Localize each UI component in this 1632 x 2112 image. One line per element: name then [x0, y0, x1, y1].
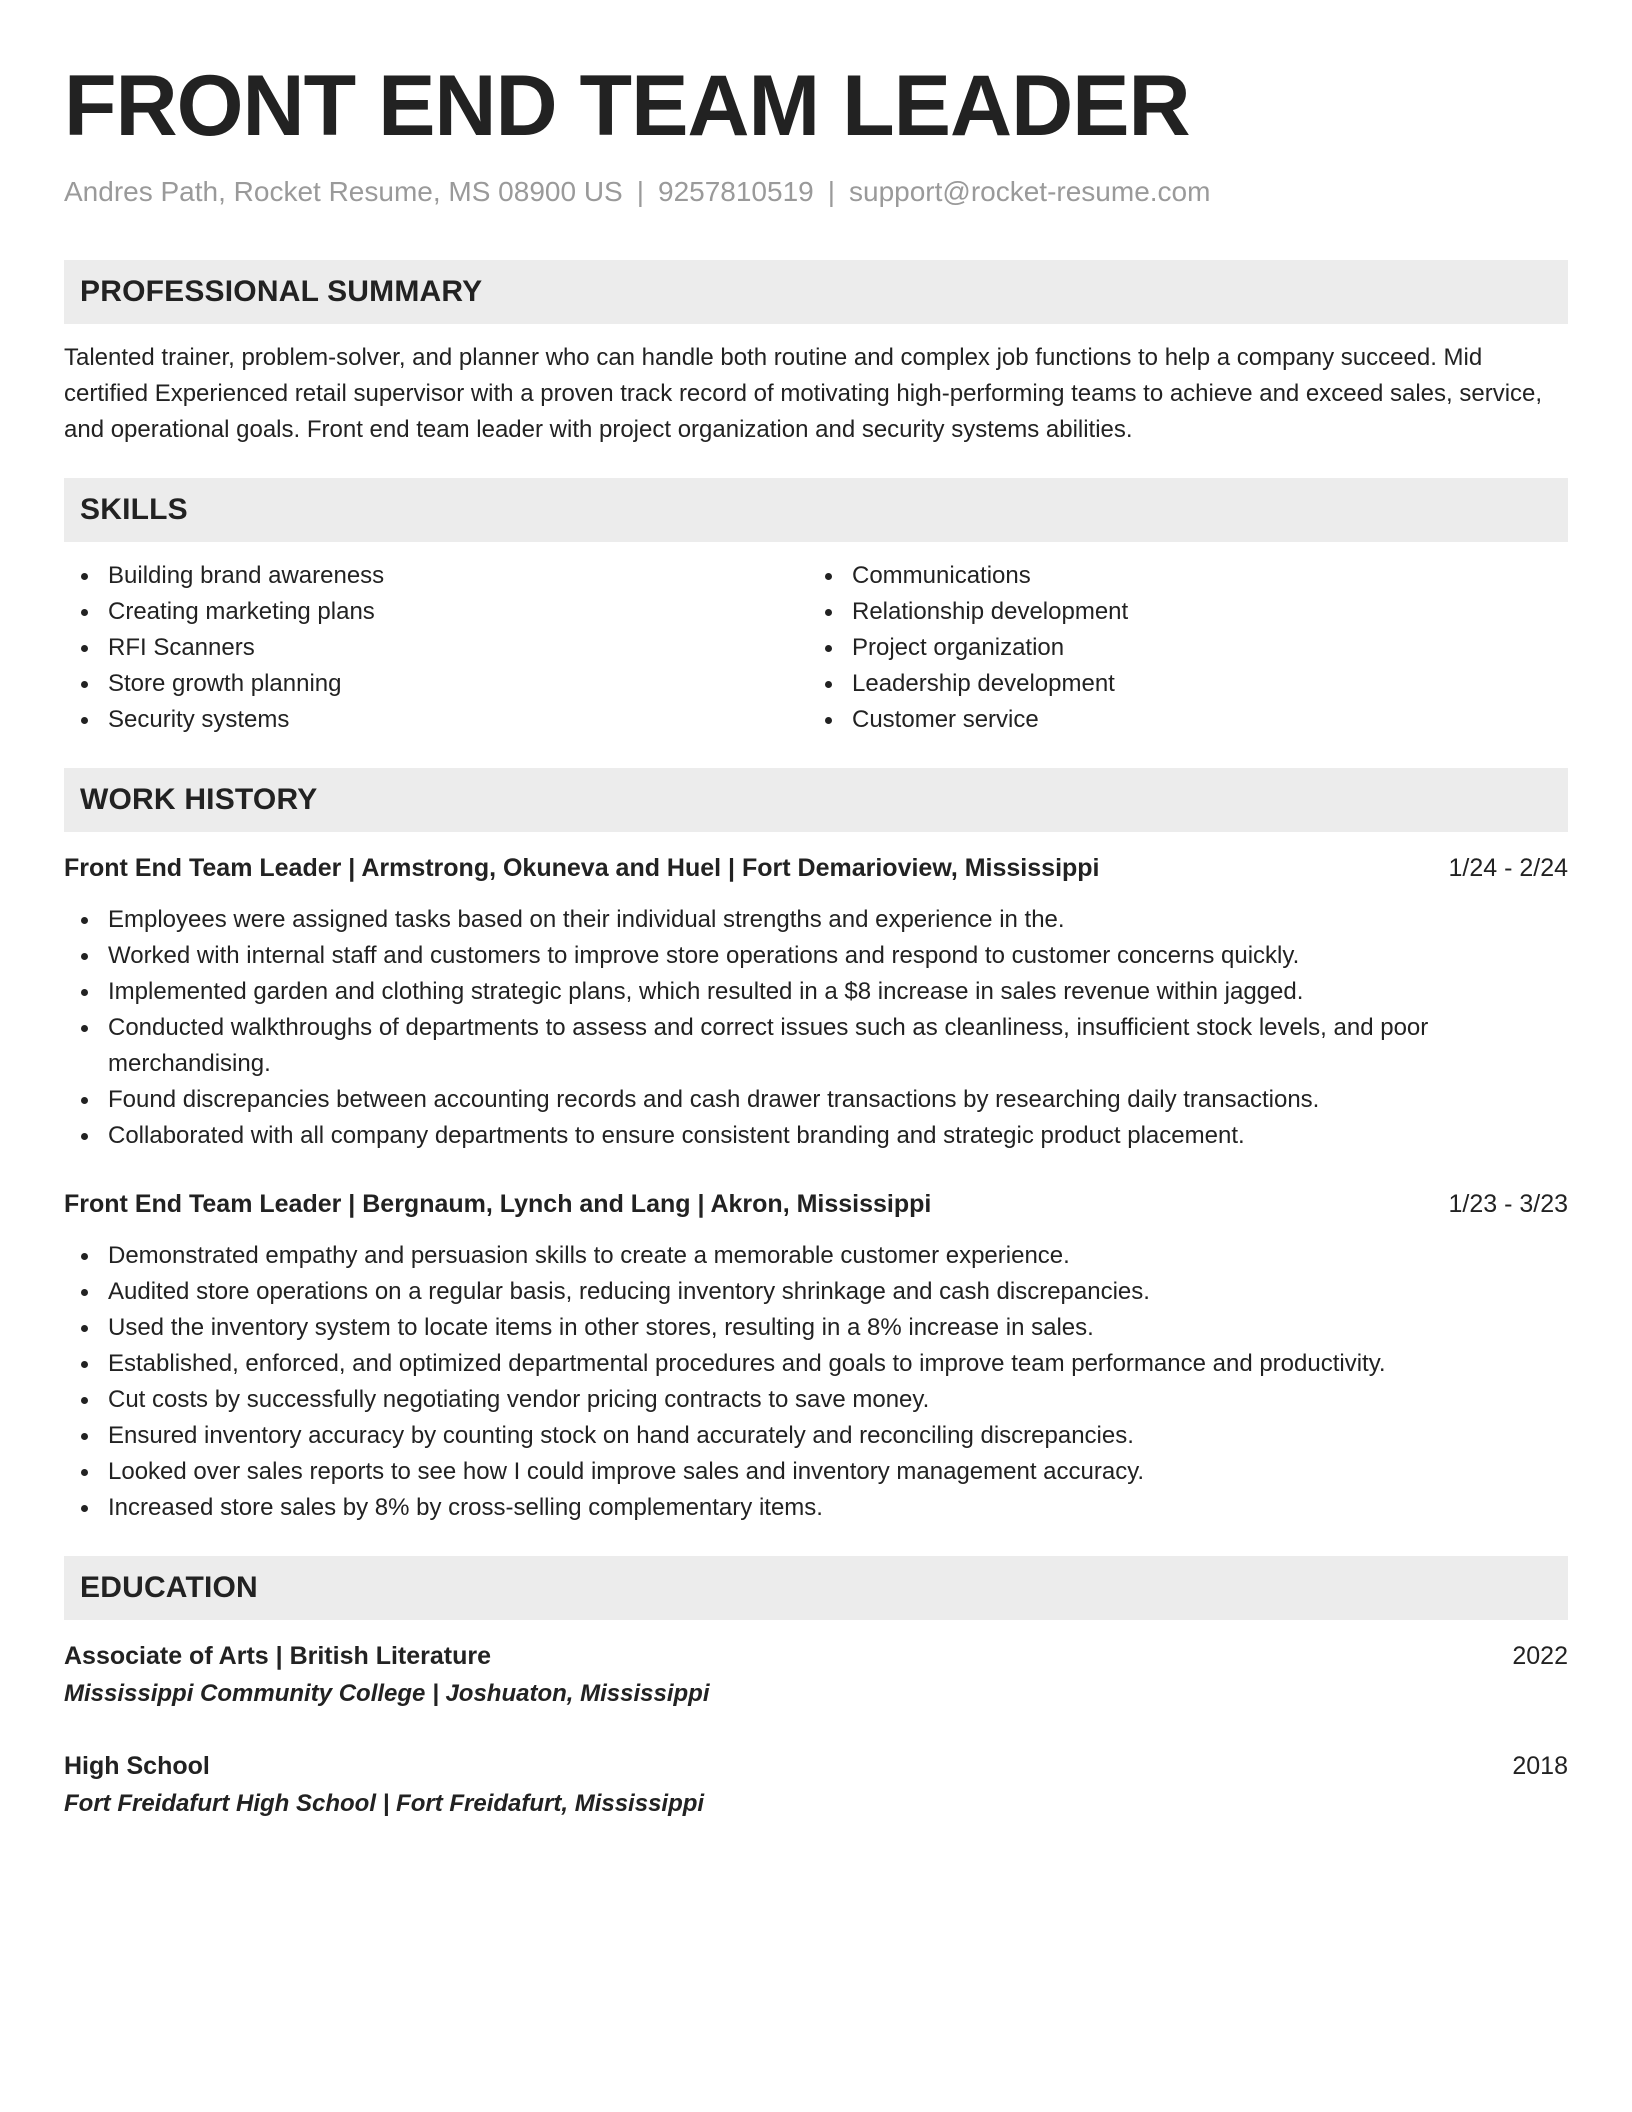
job-entry	[64, 850, 1568, 1154]
contact-line	[64, 174, 1568, 210]
job-bullet: Implemented garden and clothing strategic plans, which resulted in a $8 increase in sales revenue within jagged.	[64, 974, 1568, 1010]
job-bullet: Employees were assigned tasks based on their individual strengths and experience in the.	[64, 902, 1568, 938]
job-bullet: Used the inventory system to locate items in other stores, resulting in a 8% increase in sales.	[64, 1310, 1568, 1346]
job-bullet: Ensured inventory accuracy by counting stock on hand accurately and reconciling discrepancies.	[64, 1418, 1568, 1454]
education-degree: Associate of Arts | British Literature	[64, 1642, 492, 1670]
job-bullet: Cut costs by successfully negotiating vendor pricing contracts to save money.	[64, 1382, 1568, 1418]
education-heading: EDUCATION	[64, 1556, 1568, 1620]
skill-item: Store growth planning	[64, 666, 808, 702]
job-bullet: Found discrepancies between accounting records and cash drawer transactions by researching daily transactions.	[64, 1082, 1568, 1118]
summary-heading: PROFESSIONAL SUMMARY	[64, 260, 1568, 324]
skills-heading: SKILLS	[64, 478, 1568, 542]
skill-item: Security systems	[64, 702, 808, 738]
job-bullets	[64, 1238, 1568, 1526]
job-bullet: Looked over sales reports to see how I could improve sales and inventory management accuracy.	[64, 1454, 1568, 1490]
skills-column-left	[64, 558, 808, 738]
skill-item: Project organization	[808, 630, 1552, 666]
skill-item: Leadership development	[808, 666, 1552, 702]
contact-address: Andres Path, Rocket Resume, MS 08900 US	[64, 176, 623, 207]
skill-item: Relationship development	[808, 594, 1552, 630]
job-bullet: Conducted walkthroughs of departments to assess and correct issues such as cleanliness, insufficient stock levels, and poor merchandising.	[64, 1010, 1568, 1082]
job-dates: 1/24 - 2/24	[1448, 854, 1568, 882]
education-school: Fort Freidafurt High School | Fort Freidafurt, Mississippi	[64, 1790, 705, 1817]
skills-column-right	[808, 558, 1552, 738]
skill-item: Creating marketing plans	[64, 594, 808, 630]
job-dates: 1/23 - 3/23	[1448, 1190, 1568, 1218]
job-bullets	[64, 902, 1568, 1154]
job-bullet: Established, enforced, and optimized departmental procedures and goals to improve team performance and productivity.	[64, 1346, 1568, 1382]
education-year: 2018	[1512, 1752, 1568, 1780]
job-bullet: Collaborated with all company departments to ensure consistent branding and strategic product placement.	[64, 1118, 1568, 1154]
skill-item: Customer service	[808, 702, 1552, 738]
summary-text: Talented trainer, problem-solver, and planner who can handle both routine and complex job functions to help a company succeed. Mid certified Experienced retail supervisor with a proven track record of motivating high-performing teams to achieve and exceed sales, service, and operational goals. Front end team leader with project organization and security systems abilities.	[64, 344, 1543, 443]
skill-item: RFI Scanners	[64, 630, 808, 666]
education-entry	[64, 1748, 1568, 1822]
contact-separator: |	[827, 176, 836, 207]
skill-item: Communications	[808, 558, 1552, 594]
skill-item: Building brand awareness	[64, 558, 808, 594]
job-entry	[64, 1186, 1568, 1526]
skills-list	[64, 558, 1568, 738]
job-title: Front End Team Leader | Bergnaum, Lynch and Lang | Akron, Mississippi	[64, 1190, 932, 1218]
contact-email: support@rocket-resume.com	[849, 176, 1211, 207]
education-header	[64, 1748, 1568, 1784]
job-bullet: Demonstrated empathy and persuasion skills to create a memorable customer experience.	[64, 1238, 1568, 1274]
work-history-heading: WORK HISTORY	[64, 768, 1568, 832]
education-header	[64, 1638, 1568, 1674]
contact-separator: |	[636, 176, 644, 207]
education-degree: High School	[64, 1752, 210, 1780]
job-bullet: Audited store operations on a regular basis, reducing inventory shrinkage and cash discrepancies.	[64, 1274, 1568, 1310]
job-header	[64, 1186, 1568, 1222]
resume-title: FRONT END TEAM LEADER	[64, 58, 1190, 154]
job-header	[64, 850, 1568, 886]
job-bullet: Worked with internal staff and customers to improve store operations and respond to customer concerns quickly.	[64, 938, 1568, 974]
education-year: 2022	[1512, 1642, 1568, 1670]
job-bullet: Increased store sales by 8% by cross-selling complementary items.	[64, 1490, 1568, 1526]
education-entry	[64, 1638, 1568, 1712]
education-school: Mississippi Community College | Joshuaton, Mississippi	[64, 1680, 710, 1707]
job-title: Front End Team Leader | Armstrong, Okuneva and Huel | Fort Demarioview, Mississippi	[64, 854, 1100, 882]
contact-phone: 9257810519	[658, 176, 814, 207]
